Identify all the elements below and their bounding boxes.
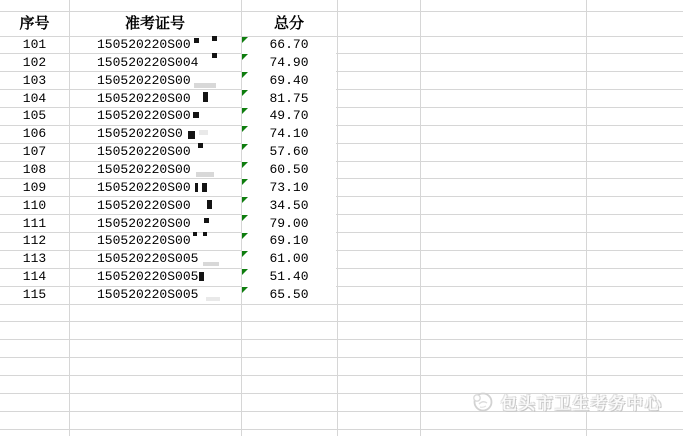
horizontal-gridline xyxy=(0,429,683,430)
error-indicator-triangle xyxy=(242,144,248,150)
serial-cell[interactable]: 106 xyxy=(22,126,47,142)
table-row xyxy=(0,268,683,286)
table-row xyxy=(0,286,683,304)
error-indicator-triangle xyxy=(242,108,248,114)
score-cell[interactable]: 51.40 xyxy=(269,269,309,285)
redaction-smudge xyxy=(199,130,208,135)
table-row xyxy=(0,161,683,179)
ticket-cell[interactable]: 150520220S005 xyxy=(97,269,199,285)
column-header-score[interactable]: 总分 xyxy=(273,15,304,32)
serial-cell[interactable]: 103 xyxy=(22,72,47,88)
score-cell[interactable]: 49.70 xyxy=(269,108,309,124)
error-indicator-triangle xyxy=(242,269,248,275)
redaction-smudge xyxy=(196,172,214,177)
error-indicator-triangle xyxy=(242,37,248,43)
ticket-cell[interactable]: 150520220S00 xyxy=(97,90,191,106)
score-cell[interactable]: 61.00 xyxy=(269,251,309,267)
table-row xyxy=(0,214,683,232)
watermark-text: 包头市卫生考务中心 xyxy=(501,395,664,413)
error-indicator-triangle xyxy=(242,179,248,185)
table-row xyxy=(0,89,683,107)
horizontal-gridline xyxy=(0,357,683,358)
table-row xyxy=(0,232,683,250)
horizontal-gridline xyxy=(0,304,683,305)
redaction-mark xyxy=(212,36,217,41)
ticket-cell[interactable]: 150520220S00 xyxy=(97,197,191,213)
redaction-mark xyxy=(193,232,197,236)
table-row xyxy=(0,250,683,268)
table-row xyxy=(0,196,683,214)
redaction-mark xyxy=(188,131,195,139)
redaction-mark xyxy=(194,38,199,43)
redaction-smudge xyxy=(206,297,220,301)
ticket-cell[interactable]: 150520220S00 xyxy=(97,179,191,195)
error-indicator-triangle xyxy=(242,251,248,257)
score-cell[interactable]: 34.50 xyxy=(269,197,309,213)
serial-cell[interactable]: 111 xyxy=(22,215,47,231)
score-cell[interactable]: 69.10 xyxy=(269,233,309,249)
error-indicator-triangle xyxy=(242,162,248,168)
watermark xyxy=(470,389,663,415)
redaction-mark xyxy=(199,272,204,281)
redaction-mark xyxy=(207,200,212,209)
redaction-mark xyxy=(193,112,199,118)
serial-cell[interactable]: 109 xyxy=(22,179,47,195)
table-row xyxy=(0,36,683,54)
serial-cell[interactable]: 110 xyxy=(22,197,47,213)
ticket-cell[interactable]: 150520220S005 xyxy=(97,251,199,267)
table-row xyxy=(0,71,683,89)
error-indicator-triangle xyxy=(242,287,248,293)
ticket-cell[interactable]: 150520220S00 xyxy=(97,36,191,52)
ticket-cell[interactable]: 150520220S00 xyxy=(97,162,191,177)
error-indicator-triangle xyxy=(242,233,248,239)
serial-cell[interactable]: 108 xyxy=(22,162,47,177)
score-cell[interactable]: 79.00 xyxy=(269,215,309,231)
score-cell[interactable]: 74.90 xyxy=(269,54,309,70)
redaction-mark xyxy=(195,183,198,192)
serial-cell[interactable]: 112 xyxy=(22,233,47,249)
serial-cell[interactable]: 101 xyxy=(22,36,47,52)
redaction-mark xyxy=(212,53,217,58)
serial-cell[interactable]: 104 xyxy=(22,90,47,106)
error-indicator-triangle xyxy=(242,126,248,132)
error-indicator-triangle xyxy=(242,72,248,78)
score-cell[interactable]: 66.70 xyxy=(269,36,309,52)
redaction-mark xyxy=(203,232,207,236)
score-cell[interactable]: 73.10 xyxy=(269,179,309,195)
error-indicator-triangle xyxy=(242,54,248,60)
table-row xyxy=(0,143,683,161)
column-header-ticket[interactable]: 准考证号 xyxy=(124,15,185,32)
ticket-cell[interactable]: 150520220S005 xyxy=(97,287,199,303)
ticket-cell[interactable]: 150520220S00 xyxy=(97,215,191,231)
score-cell[interactable]: 81.75 xyxy=(269,90,309,106)
horizontal-gridline xyxy=(0,339,683,340)
ticket-cell[interactable]: 150520220S00 xyxy=(97,108,191,124)
redaction-mark xyxy=(202,183,207,192)
serial-cell[interactable]: 107 xyxy=(22,144,47,160)
ticket-cell[interactable]: 150520220S0 xyxy=(97,126,183,142)
error-indicator-triangle xyxy=(242,215,248,221)
serial-cell[interactable]: 114 xyxy=(22,269,47,285)
ticket-cell[interactable]: 150520220S00 xyxy=(97,233,191,249)
table-row xyxy=(0,125,683,143)
score-cell[interactable]: 57.60 xyxy=(269,144,309,160)
redaction-mark xyxy=(204,218,209,223)
serial-cell[interactable]: 115 xyxy=(22,287,47,303)
table-row xyxy=(0,107,683,125)
score-cell[interactable]: 60.50 xyxy=(269,162,309,177)
redaction-mark xyxy=(203,92,208,102)
error-indicator-triangle xyxy=(242,90,248,96)
redaction-mark xyxy=(198,143,203,148)
score-cell[interactable]: 69.40 xyxy=(269,72,309,88)
round-emblem-icon xyxy=(470,390,494,414)
horizontal-gridline xyxy=(0,321,683,322)
serial-cell[interactable]: 102 xyxy=(22,54,47,70)
column-header-no[interactable]: 序号 xyxy=(19,15,50,32)
error-indicator-triangle xyxy=(242,197,248,203)
score-cell[interactable]: 65.50 xyxy=(269,287,309,303)
table-row xyxy=(0,53,683,71)
horizontal-gridline xyxy=(0,375,683,376)
ticket-cell[interactable]: 150520220S00 xyxy=(97,72,191,88)
redaction-smudge xyxy=(203,262,219,266)
serial-cell[interactable]: 105 xyxy=(22,108,47,124)
table-row xyxy=(0,178,683,196)
score-cell[interactable]: 74.10 xyxy=(269,126,309,142)
ticket-cell[interactable]: 150520220S00 xyxy=(97,144,191,160)
ticket-cell[interactable]: 150520220S004 xyxy=(97,54,199,70)
serial-cell[interactable]: 113 xyxy=(22,251,47,267)
redaction-smudge xyxy=(194,83,216,88)
